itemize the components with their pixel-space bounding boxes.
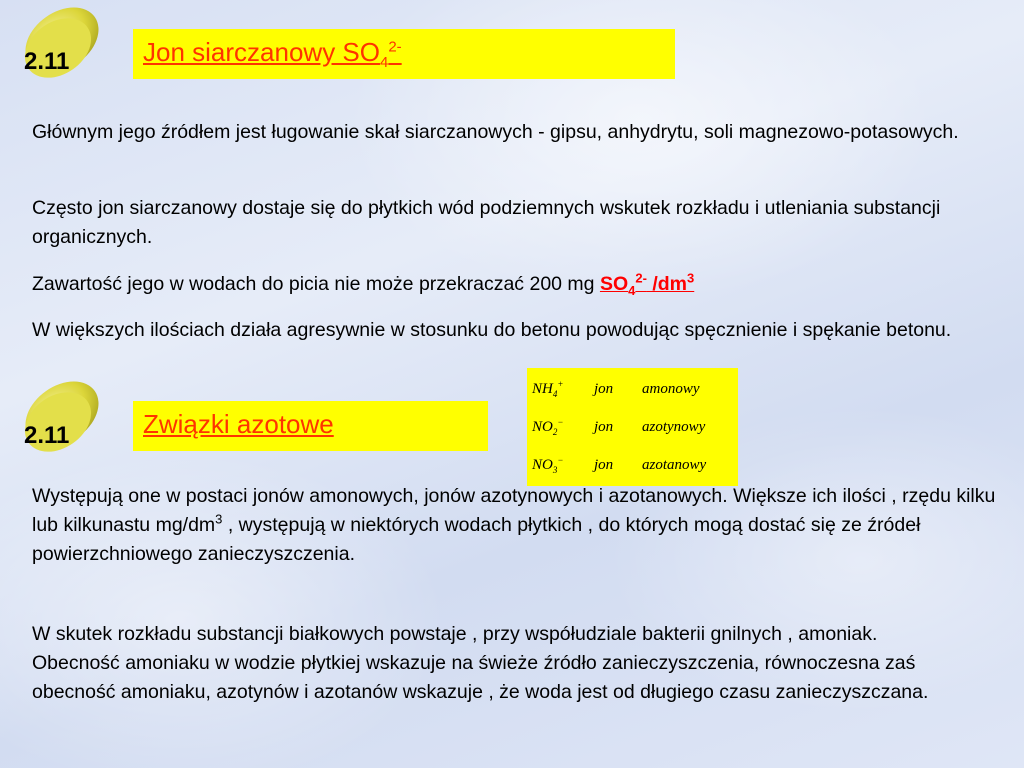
section-number: 2.11: [24, 48, 70, 75]
section-badge-2: [4, 378, 90, 449]
paragraph: Głównym jego źródłem jest ługowanie skał siarczanowych - gipsu, anhydrytu, soli magnezowo-potasowych.: [32, 121, 959, 143]
paragraph: W skutek rozkładu substancji białkowych powstaje , przy współudziale bakterii gnilnych , amoniak. Obecność amoniaku w wodzie płytkiej wskazuje na świeże źródło zanieczyszczenia, równoczesna zaś obecność amoniaku, azotynów i azotanów wskazuje , że woda jest od długiego czasu zanieczyszczana.: [32, 623, 929, 703]
table-row: $NO_2^-$ jon azotynowy: [527, 410, 738, 444]
table-row: $NH_4^+$ jon amonowy: [527, 372, 738, 406]
paragraph: Często jon siarczanowy dostaje się do płytkich wód podziemnych wskutek rozkładu i utleniania substancji organicznych.: [32, 197, 941, 248]
paragraph: Występują one w postaci jonów amonowych, jonów azotynowych i azotanowych. Większe ich ilości , rzędu kilku lub kilkunastu $mg/dm^3$ , występują w niektórych wodach płytkich , do których mogą dostać się ze źródeł powierzchniowego zanieczyszczenia.: [32, 485, 996, 565]
paragraph: Zawartość jego w wodach do picia nie może przekraczać 200 mg $SO_4^{2-}$ $/dm^3$: [32, 270, 695, 298]
ion-table: [527, 368, 738, 486]
section-title-box: [133, 29, 675, 79]
section-title: Jon siarczanowy $SO_4^{2-}$: [143, 37, 402, 72]
section-title: Związki azotowe: [143, 409, 334, 439]
table-row: $NO_3^-$ jon azotanowy: [527, 448, 738, 482]
section-title-box: [133, 401, 488, 451]
section-badge-1: [4, 4, 90, 75]
section-number: 2.11: [24, 422, 70, 449]
paragraph: W większych ilościach działa agresywnie w stosunku do betonu powodując spęcznienie i spękanie betonu.: [32, 319, 952, 341]
concentration-unit: $SO_4^{2-}$ $/dm^3$: [599, 270, 695, 298]
